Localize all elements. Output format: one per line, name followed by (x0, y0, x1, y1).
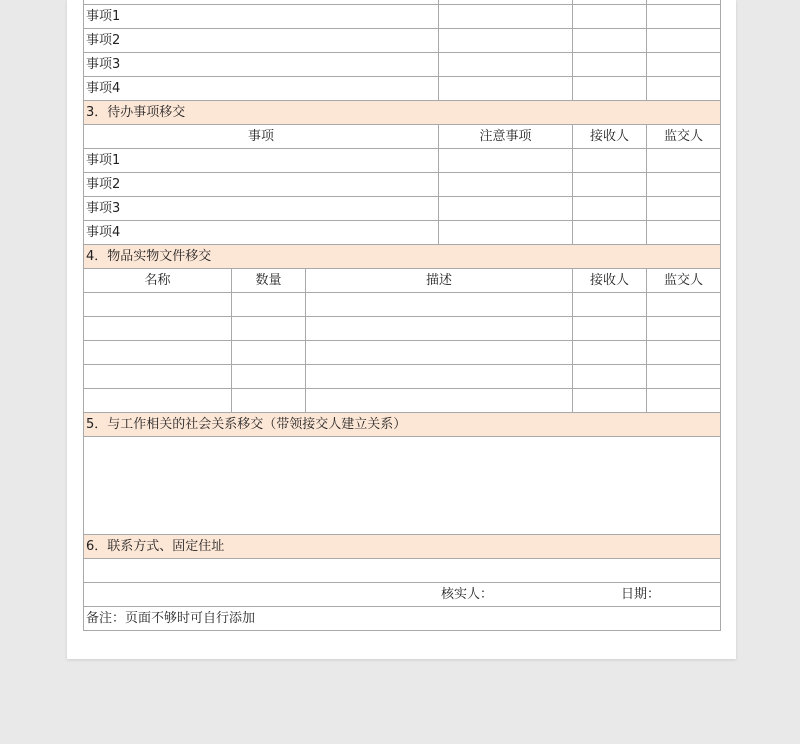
column-header: 描述 (306, 269, 573, 293)
table-row (84, 197, 721, 221)
column-header: 接收人 (573, 269, 647, 293)
item-cell[interactable]: 事项1 (84, 5, 439, 29)
table-row (84, 5, 721, 29)
social-relations-field[interactable] (84, 437, 721, 535)
column-header: 注意事项 (439, 125, 573, 149)
item-cell[interactable]: 事项1 (84, 149, 439, 173)
table-row (84, 77, 721, 101)
table-row (84, 293, 721, 317)
table-row (84, 173, 721, 197)
section-title: 4．物品实物文件移交 (84, 245, 721, 269)
column-header: 监交人 (647, 125, 721, 149)
item-cell[interactable]: 事项3 (84, 53, 439, 77)
section-header-social-relations (84, 413, 721, 437)
item-cell[interactable]: 事项3 (84, 197, 439, 221)
table-header-row (84, 125, 721, 149)
column-header: 事项 (84, 125, 439, 149)
section-header-contact (84, 535, 721, 559)
table-row (84, 389, 721, 413)
column-header: 名称 (84, 269, 232, 293)
table-row (84, 365, 721, 389)
table-row (84, 221, 721, 245)
table-row (84, 317, 721, 341)
item-cell[interactable]: 事项2 (84, 29, 439, 53)
item-cell[interactable]: 事项2 (84, 173, 439, 197)
column-header: 数量 (232, 269, 306, 293)
verifier-label: 核实人： (441, 587, 494, 602)
section-title: 5．与工作相关的社会关系移交（带领接交人建立关系） (84, 413, 721, 437)
section-header-physical-items (84, 245, 721, 269)
document-page (67, 0, 736, 659)
column-header: 接收人 (573, 125, 647, 149)
section-title: 3．待办事项移交 (84, 101, 721, 125)
section-header-pending-tasks (84, 101, 721, 125)
date-label: 日期： (621, 587, 661, 602)
contact-field[interactable] (84, 559, 721, 583)
item-cell[interactable]: 事项4 (84, 77, 439, 101)
handover-form-table (83, 0, 721, 631)
section-title: 6．联系方式、固定住址 (84, 535, 721, 559)
table-row (84, 559, 721, 583)
table-row (84, 53, 721, 77)
note-row (84, 607, 721, 631)
item-cell[interactable]: 事项4 (84, 221, 439, 245)
table-header-row (84, 269, 721, 293)
table-row (84, 437, 721, 535)
note-text: 备注：页面不够时可自行添加 (84, 607, 721, 631)
signature-row (84, 583, 721, 607)
table-row (84, 29, 721, 53)
table-row (84, 149, 721, 173)
table-row (84, 341, 721, 365)
column-header: 监交人 (647, 269, 721, 293)
